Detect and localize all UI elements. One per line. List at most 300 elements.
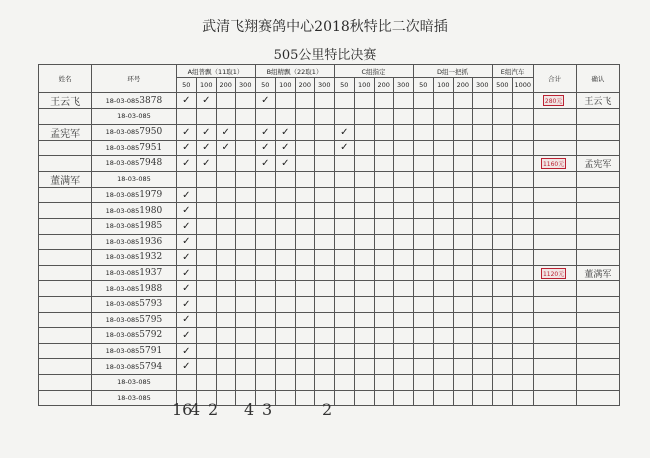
- stake-header-d-200: 200: [453, 78, 472, 93]
- check-mark: ✓: [261, 157, 270, 169]
- total-cell: [533, 296, 576, 312]
- entry-cell-b-200: [295, 312, 314, 328]
- ring-number-cell: [92, 218, 176, 234]
- entry-cell-b-300: [315, 312, 334, 328]
- entry-cell-b-100: [276, 171, 295, 187]
- entry-cell-b-100: [276, 250, 295, 266]
- entry-cell-a-200: [216, 203, 235, 219]
- total-cell: [533, 203, 576, 219]
- entry-cell-d-100: [434, 109, 453, 125]
- entry-cell-b-50: [255, 93, 276, 109]
- entry-cell-b-100: [276, 203, 295, 219]
- entry-cell-b-50: [255, 265, 276, 281]
- entry-cell-b-100: [276, 359, 295, 375]
- check-mark: ✓: [202, 157, 211, 169]
- entry-cell-b-100: [276, 281, 295, 297]
- entry-cell-a-50: [176, 140, 197, 156]
- table-row: [39, 156, 620, 172]
- owner-name-cell: [39, 218, 92, 234]
- ring-prefix: 18-03-085: [105, 331, 140, 340]
- entry-cell-d-100: [434, 328, 453, 344]
- entry-cell-d-50: [413, 328, 434, 344]
- entry-cell-c-200: [374, 187, 393, 203]
- stake-header-b-50: 50: [255, 78, 276, 93]
- total-amount: 1120元: [541, 268, 566, 279]
- entry-cell-c-200: [374, 234, 393, 250]
- header-ring: 环号: [92, 65, 176, 93]
- sheet-subtitle: 505公里特比决赛: [273, 48, 377, 63]
- total-cell: [533, 93, 576, 109]
- confirm-cell: [576, 234, 619, 250]
- entry-cell-e-1000: [513, 203, 534, 219]
- entry-cell-c-50: [334, 312, 355, 328]
- ring-prefix: 18-03-085: [105, 128, 140, 137]
- entry-cell-d-100: [434, 187, 453, 203]
- entry-cell-d-100: [434, 312, 453, 328]
- entry-cell-b-50: [255, 250, 276, 266]
- entry-cell-b-200: [295, 359, 314, 375]
- entry-cell-b-100: [276, 343, 295, 359]
- entry-cell-a-100: [197, 281, 216, 297]
- table-row: [39, 124, 620, 140]
- entry-cell-d-300: [473, 171, 493, 187]
- owner-name-cell: [39, 109, 92, 125]
- entry-cell-d-100: [434, 343, 453, 359]
- entry-cell-c-50: [334, 156, 355, 172]
- ring-number-cell: [92, 250, 176, 266]
- ring-prefix: 18-03-085: [105, 237, 140, 246]
- entry-cell-a-100: [197, 328, 216, 344]
- entry-cell-b-300: [315, 218, 334, 234]
- entry-cell-b-200: [295, 171, 314, 187]
- entry-cell-c-50: [334, 265, 355, 281]
- entry-cell-c-100: [355, 140, 374, 156]
- entry-cell-d-200: [453, 187, 472, 203]
- entry-cell-d-300: [473, 187, 493, 203]
- entry-cell-b-200: [295, 109, 314, 125]
- entry-cell-a-50: [176, 250, 197, 266]
- stake-header-d-100: 100: [434, 78, 453, 93]
- entry-cell-e-1000: [513, 124, 534, 140]
- entry-cell-d-200: [453, 328, 472, 344]
- entry-cell-d-200: [453, 296, 472, 312]
- table-row: [39, 250, 620, 266]
- ring-prefix: 18-03-085: [105, 347, 140, 356]
- entry-cell-a-100: [197, 187, 216, 203]
- entry-cell-e-500: [492, 218, 513, 234]
- entry-cell-d-300: [473, 343, 493, 359]
- entry-cell-c-100: [355, 109, 374, 125]
- entry-cell-c-200: [374, 203, 393, 219]
- entry-cell-b-50: [255, 296, 276, 312]
- entry-cell-b-100: [276, 265, 295, 281]
- total-cell: [533, 218, 576, 234]
- entry-cell-d-50: [413, 124, 434, 140]
- entry-cell-c-200: [374, 265, 393, 281]
- owner-name-cell: [39, 265, 92, 281]
- entry-cell-a-100: [197, 171, 216, 187]
- confirm-cell: [576, 203, 619, 219]
- owner-name-cell: [39, 312, 92, 328]
- ring-number-cell: [92, 312, 176, 328]
- entry-cell-e-1000: [513, 93, 534, 109]
- confirm-cell: [576, 296, 619, 312]
- entry-cell-a-50: [176, 109, 197, 125]
- entry-cell-d-300: [473, 203, 493, 219]
- entry-cell-c-300: [393, 281, 413, 297]
- ring-number-cell: [92, 140, 176, 156]
- owner-name: 董满军: [50, 175, 81, 187]
- ring-number-cell: [92, 359, 176, 375]
- check-mark: ✓: [182, 329, 191, 341]
- entry-cell-d-100: [434, 359, 453, 375]
- header-group-e: E组汽车: [492, 65, 533, 78]
- entry-cell-a-300: [235, 109, 255, 125]
- confirm-cell: [576, 265, 619, 281]
- total-amount: 1160元: [541, 158, 566, 169]
- entry-cell-d-100: [434, 140, 453, 156]
- ring-prefix: 18-03-085: [105, 191, 140, 200]
- entry-cell-d-100: [434, 374, 453, 390]
- entry-cell-d-300: [473, 374, 493, 390]
- total-cell: [533, 171, 576, 187]
- ring-number-cell: [92, 124, 176, 140]
- entry-cell-a-100: [197, 359, 216, 375]
- entry-cell-c-100: [355, 234, 374, 250]
- entry-cell-b-300: [315, 203, 334, 219]
- entry-cell-a-300: [235, 343, 255, 359]
- entry-cell-c-300: [393, 156, 413, 172]
- total-cell: [533, 250, 576, 266]
- tally-number: 16: [172, 400, 193, 419]
- entry-cell-a-100: [197, 156, 216, 172]
- owner-name-cell: [39, 203, 92, 219]
- entry-cell-b-300: [315, 265, 334, 281]
- entry-cell-e-500: [492, 250, 513, 266]
- entry-cell-a-50: [176, 156, 197, 172]
- entry-cell-e-1000: [513, 281, 534, 297]
- check-mark: ✓: [182, 142, 191, 154]
- entry-cell-d-100: [434, 281, 453, 297]
- entry-cell-b-300: [315, 93, 334, 109]
- ring-number-cell: [92, 171, 176, 187]
- entry-cell-d-200: [453, 156, 472, 172]
- entry-cell-a-300: [235, 312, 255, 328]
- entry-cell-d-200: [453, 93, 472, 109]
- entry-cell-d-50: [413, 374, 434, 390]
- entry-cell-b-50: [255, 359, 276, 375]
- check-mark: ✓: [340, 142, 349, 154]
- entry-cell-c-300: [393, 328, 413, 344]
- entry-cell-c-100: [355, 328, 374, 344]
- ring-number-cell: [92, 203, 176, 219]
- entry-cell-e-1000: [513, 156, 534, 172]
- entry-cell-a-50: [176, 93, 197, 109]
- entry-cell-d-50: [413, 171, 434, 187]
- entry-cell-a-300: [235, 296, 255, 312]
- entry-cell-d-300: [473, 250, 493, 266]
- entry-cell-c-50: [334, 296, 355, 312]
- entry-cell-c-300: [393, 374, 413, 390]
- entry-cell-b-300: [315, 187, 334, 203]
- entry-cell-a-200: [216, 93, 235, 109]
- entry-cell-c-300: [393, 312, 413, 328]
- entry-cell-d-200: [453, 171, 472, 187]
- stake-header-c-50: 50: [334, 78, 355, 93]
- entry-cell-d-50: [413, 187, 434, 203]
- total-cell: [533, 359, 576, 375]
- entry-cell-d-50: [413, 140, 434, 156]
- owner-name-cell: [39, 93, 92, 109]
- entry-cell-b-300: [315, 296, 334, 312]
- confirm-cell: [576, 374, 619, 390]
- entry-cell-d-50: [413, 93, 434, 109]
- entry-cell-b-200: [295, 234, 314, 250]
- entry-cell-a-50: [176, 296, 197, 312]
- entry-cell-d-50: [413, 281, 434, 297]
- entry-cell-a-200: [216, 343, 235, 359]
- owner-name-cell: [39, 281, 92, 297]
- entry-cell-d-300: [473, 281, 493, 297]
- entry-cell-b-300: [315, 234, 334, 250]
- owner-name-cell: [39, 374, 92, 390]
- entry-cell-d-300: [473, 234, 493, 250]
- entry-cell-a-200: [216, 234, 235, 250]
- total-amount: 280元: [543, 95, 564, 106]
- entry-cell-c-100: [355, 343, 374, 359]
- stake-header-b-200: 200: [295, 78, 314, 93]
- entry-cell-d-50: [413, 296, 434, 312]
- entry-cell-e-500: [492, 171, 513, 187]
- ring-suffix: 7950: [139, 127, 163, 138]
- ring-number-cell: [92, 234, 176, 250]
- total-cell: [533, 343, 576, 359]
- entry-cell-b-200: [295, 281, 314, 297]
- check-mark: ✓: [221, 126, 230, 138]
- entry-cell-e-500: [492, 343, 513, 359]
- entry-cell-b-300: [315, 156, 334, 172]
- entry-cell-b-100: [276, 218, 295, 234]
- owner-name-cell: [39, 296, 92, 312]
- ring-prefix: 18-03-085: [105, 143, 140, 152]
- entry-cell-a-200: [216, 312, 235, 328]
- entry-cell-e-1000: [513, 265, 534, 281]
- entry-cell-c-50: [334, 234, 355, 250]
- stake-header-a-300: 300: [235, 78, 255, 93]
- entry-cell-c-100: [355, 187, 374, 203]
- stake-header-e-500: 500: [492, 78, 513, 93]
- ring-suffix: 5794: [139, 361, 163, 372]
- entry-cell-a-100: [197, 296, 216, 312]
- entry-cell-a-100: [197, 124, 216, 140]
- entry-cell-c-200: [374, 296, 393, 312]
- entry-cell-a-300: [235, 218, 255, 234]
- entry-cell-c-200: [374, 156, 393, 172]
- entry-cell-a-200: [216, 359, 235, 375]
- entry-cell-c-300: [393, 296, 413, 312]
- entry-cell-a-50: [176, 359, 197, 375]
- confirm-cell: [576, 140, 619, 156]
- check-mark: ✓: [281, 126, 290, 138]
- entry-cell-b-100: [276, 234, 295, 250]
- entry-cell-a-50: [176, 343, 197, 359]
- entry-cell-c-300: [393, 265, 413, 281]
- entry-cell-e-1000: [513, 328, 534, 344]
- entry-cell-a-200: [216, 124, 235, 140]
- check-mark: ✓: [281, 142, 290, 154]
- entry-cell-c-300: [393, 343, 413, 359]
- entry-cell-b-300: [315, 109, 334, 125]
- entry-cell-d-50: [413, 265, 434, 281]
- entry-cell-a-50: [176, 171, 197, 187]
- entry-cell-c-100: [355, 250, 374, 266]
- entry-cell-e-500: [492, 124, 513, 140]
- confirm-cell: [576, 124, 619, 140]
- entry-cell-a-50: [176, 328, 197, 344]
- entry-cell-b-200: [295, 374, 314, 390]
- entry-cell-a-200: [216, 187, 235, 203]
- owner-name: 王云飞: [50, 97, 81, 108]
- owner-name-cell: [39, 187, 92, 203]
- entry-cell-c-200: [374, 109, 393, 125]
- entry-cell-c-300: [393, 124, 413, 140]
- entry-cell-c-200: [374, 374, 393, 390]
- check-mark: ✓: [261, 95, 270, 106]
- ring-number-cell: [92, 296, 176, 312]
- tally-number: 2: [208, 400, 219, 419]
- check-mark: ✓: [182, 189, 191, 201]
- entry-cell-d-100: [434, 124, 453, 140]
- check-mark: ✓: [182, 95, 191, 106]
- entry-cell-d-300: [473, 296, 493, 312]
- header-confirm: 确认: [576, 65, 619, 93]
- entry-cell-e-1000: [513, 218, 534, 234]
- entry-cell-a-100: [197, 234, 216, 250]
- entry-cell-d-50: [413, 109, 434, 125]
- owner-name-cell: [39, 171, 92, 187]
- entry-cell-b-100: [276, 156, 295, 172]
- entry-cell-e-500: [492, 234, 513, 250]
- entry-cell-b-100: [276, 93, 295, 109]
- entry-cell-c-100: [355, 281, 374, 297]
- entry-cell-b-200: [295, 187, 314, 203]
- entry-cell-b-50: [255, 109, 276, 125]
- entry-cell-c-100: [355, 124, 374, 140]
- entry-cell-e-500: [492, 265, 513, 281]
- stake-header-b-100: 100: [276, 78, 295, 93]
- entry-cell-c-100: [355, 312, 374, 328]
- check-mark: ✓: [340, 126, 349, 138]
- entry-cell-d-50: [413, 203, 434, 219]
- entry-cell-d-300: [473, 359, 493, 375]
- entry-cell-a-200: [216, 171, 235, 187]
- entry-cell-a-50: [176, 234, 197, 250]
- entry-cell-a-200: [216, 156, 235, 172]
- entry-cell-d-300: [473, 328, 493, 344]
- confirm-cell: [576, 218, 619, 234]
- entry-cell-b-200: [295, 156, 314, 172]
- confirm-cell: [576, 171, 619, 187]
- stake-header-c-300: 300: [393, 78, 413, 93]
- entry-cell-d-200: [453, 234, 472, 250]
- table-row: [39, 187, 620, 203]
- ring-suffix: 5792: [139, 330, 163, 341]
- ring-number-cell: [92, 156, 176, 172]
- entry-cell-e-1000: [513, 374, 534, 390]
- entry-cell-e-500: [492, 109, 513, 125]
- entry-cell-a-100: [197, 140, 216, 156]
- entry-cell-b-50: [255, 218, 276, 234]
- table-row: [39, 109, 620, 125]
- entry-cell-c-200: [374, 281, 393, 297]
- ring-suffix: 1932: [139, 252, 163, 263]
- entry-cell-e-1000: [513, 250, 534, 266]
- table-row: [39, 374, 620, 390]
- check-mark: ✓: [202, 126, 211, 138]
- owner-name-cell: [39, 156, 92, 172]
- confirm-signature: 孟宪军: [584, 159, 612, 170]
- entry-cell-c-200: [374, 359, 393, 375]
- entry-cell-a-100: [197, 250, 216, 266]
- entry-cell-e-500: [492, 312, 513, 328]
- entry-cell-b-300: [315, 374, 334, 390]
- entry-cell-c-300: [393, 218, 413, 234]
- entry-cell-c-200: [374, 312, 393, 328]
- total-cell: [533, 187, 576, 203]
- owner-name-cell: [39, 250, 92, 266]
- entry-cell-a-200: [216, 296, 235, 312]
- entry-cell-b-300: [315, 124, 334, 140]
- entry-cell-b-100: [276, 187, 295, 203]
- entry-cell-c-50: [334, 203, 355, 219]
- ring-prefix: 18-03-085: [105, 96, 140, 105]
- entry-cell-e-500: [492, 187, 513, 203]
- entry-cell-d-200: [453, 124, 472, 140]
- ring-number-cell: [92, 265, 176, 281]
- entry-cell-d-300: [473, 312, 493, 328]
- ring-prefix: 18-03-085: [105, 315, 140, 324]
- entry-cell-a-200: [216, 109, 235, 125]
- entry-cell-c-50: [334, 140, 355, 156]
- entry-cell-b-100: [276, 140, 295, 156]
- confirm-cell: [576, 359, 619, 375]
- entry-cell-e-1000: [513, 109, 534, 125]
- total-cell: [533, 140, 576, 156]
- entry-cell-e-500: [492, 203, 513, 219]
- stake-header-d-50: 50: [413, 78, 434, 93]
- entry-cell-d-200: [453, 203, 472, 219]
- entry-cell-d-50: [413, 343, 434, 359]
- entry-cell-d-200: [453, 140, 472, 156]
- entry-cell-a-200: [216, 265, 235, 281]
- ring-prefix: 18-03-085: [117, 175, 151, 184]
- entry-cell-a-200: [216, 328, 235, 344]
- entry-cell-a-50: [176, 374, 197, 390]
- entry-cell-b-50: [255, 374, 276, 390]
- stake-header-d-300: 300: [473, 78, 493, 93]
- entry-cell-c-100: [355, 265, 374, 281]
- entry-cell-a-300: [235, 156, 255, 172]
- confirm-signature: 王云飞: [584, 97, 612, 107]
- entry-cell-c-300: [393, 187, 413, 203]
- total-cell: [533, 374, 576, 390]
- entry-cell-b-50: [255, 156, 276, 172]
- ring-prefix: 18-03-085: [105, 206, 140, 215]
- entry-cell-b-50: [255, 124, 276, 140]
- entry-cell-d-100: [434, 156, 453, 172]
- entry-cell-a-200: [216, 281, 235, 297]
- entry-cell-d-100: [434, 218, 453, 234]
